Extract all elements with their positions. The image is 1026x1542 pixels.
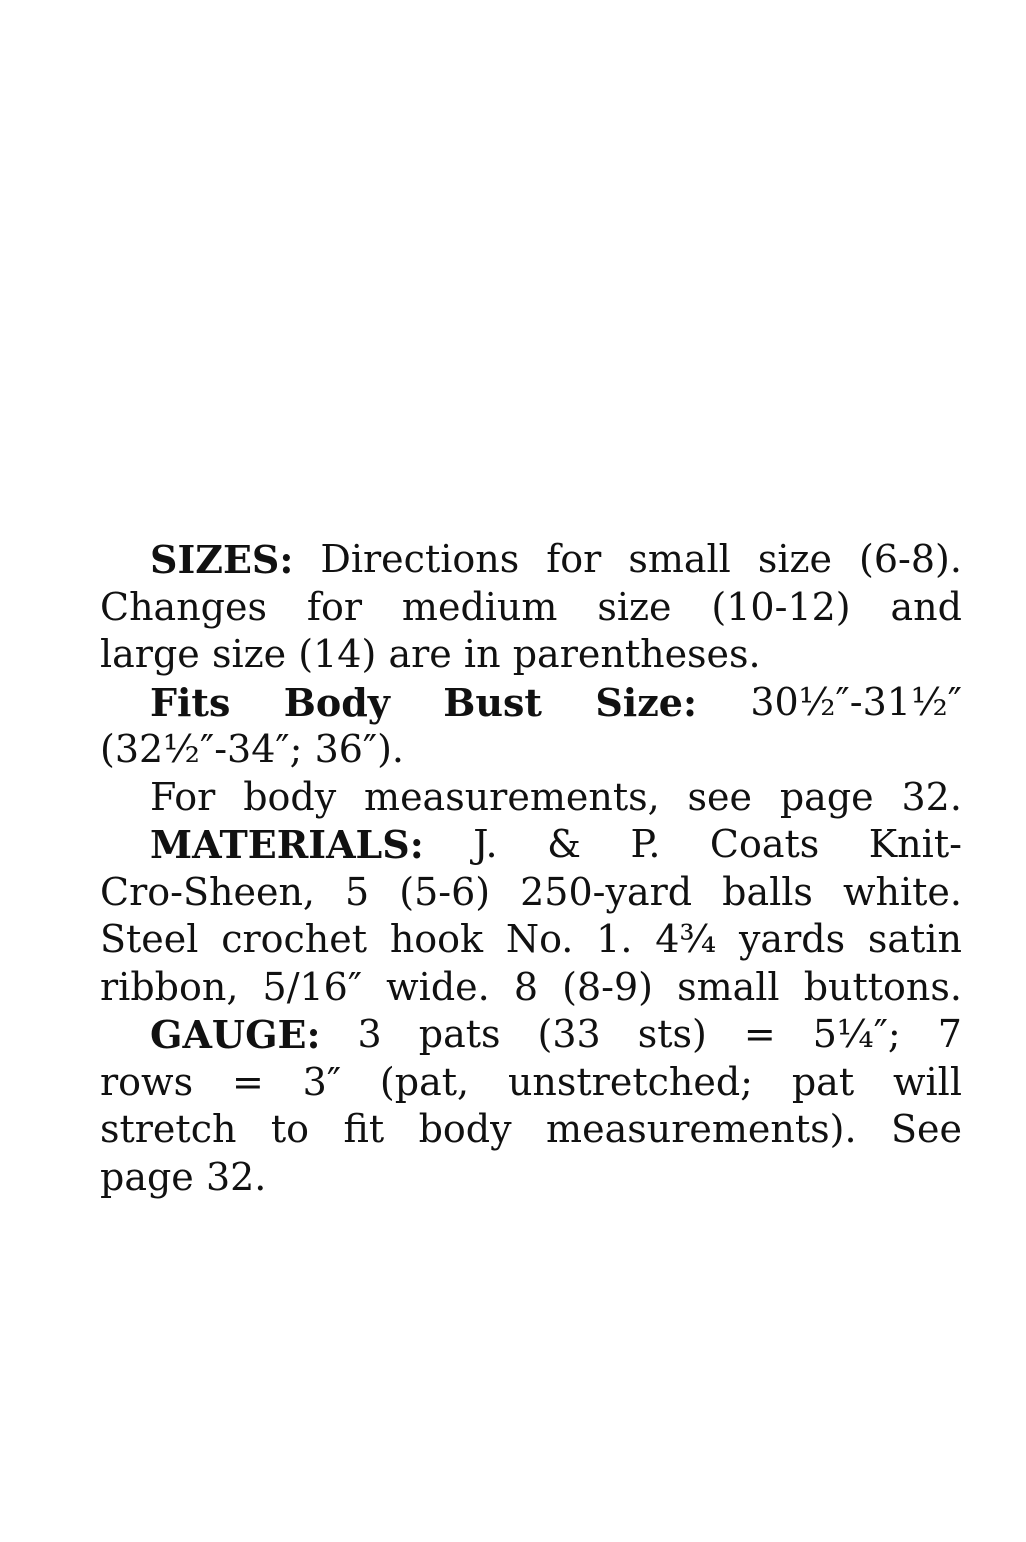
gauge-line-3 xyxy=(100,1106,962,1154)
sizes-line-3 xyxy=(100,631,962,679)
word: 5/16″ xyxy=(262,964,363,1009)
word: size xyxy=(597,584,672,629)
word: yards xyxy=(738,917,846,961)
word: body xyxy=(418,1107,512,1151)
fits-heading-word: Body xyxy=(283,679,390,725)
word: See xyxy=(890,1107,962,1151)
word: hook xyxy=(389,917,484,961)
word: page xyxy=(779,774,874,819)
fits-heading-word: Bust xyxy=(443,679,542,725)
word: and xyxy=(890,584,962,629)
fits-line-2 xyxy=(100,726,962,774)
word: Cro-Sheen, xyxy=(100,869,315,914)
word: page xyxy=(100,1154,194,1199)
word: crochet xyxy=(221,917,368,961)
word: Coats xyxy=(709,822,820,866)
word: rows xyxy=(100,1059,194,1104)
word: (33 xyxy=(537,1012,601,1056)
word: = xyxy=(743,1012,776,1056)
gauge-line-1 xyxy=(100,1011,962,1059)
word: small xyxy=(677,964,780,1009)
word: = xyxy=(231,1059,264,1104)
word: medium xyxy=(401,584,558,629)
word: (10-12) xyxy=(711,584,851,629)
word: sts) xyxy=(637,1012,707,1056)
word: body xyxy=(243,774,337,819)
word: parentheses. xyxy=(512,632,761,676)
materials-line-2 xyxy=(100,869,962,917)
word: 32. xyxy=(901,774,962,819)
word: size xyxy=(211,632,287,676)
word: (pat, xyxy=(379,1059,470,1104)
word: 7 xyxy=(937,1012,962,1056)
word: 32. xyxy=(205,1154,267,1199)
word: 1. xyxy=(596,917,633,961)
word: in xyxy=(463,632,501,676)
word: will xyxy=(892,1059,962,1104)
word: 250-yard xyxy=(520,869,693,914)
word: pats xyxy=(418,1012,501,1056)
word: Steel xyxy=(100,917,199,961)
gauge-line-4 xyxy=(100,1154,962,1202)
word: pat xyxy=(791,1059,855,1104)
word: measurements, xyxy=(364,774,660,819)
word: to xyxy=(270,1107,310,1151)
materials-line-4 xyxy=(100,964,962,1012)
word: are xyxy=(388,632,452,676)
word: unstretched; xyxy=(507,1059,753,1104)
word: for xyxy=(306,584,363,629)
word: ribbon, xyxy=(100,964,239,1009)
word: (32½″-34″; xyxy=(100,727,303,771)
measurements-line-1 xyxy=(100,774,962,822)
word: (8-9) xyxy=(562,964,653,1009)
fits-heading-word: Fits xyxy=(150,679,231,725)
word: Knit- xyxy=(868,822,962,866)
word: balls xyxy=(722,869,813,914)
word: small xyxy=(628,537,731,581)
word: (5-6) xyxy=(399,869,491,914)
sizes-line-2 xyxy=(100,584,962,632)
word: satin xyxy=(867,917,962,961)
word: (14) xyxy=(298,632,377,676)
word: & xyxy=(547,822,581,866)
gauge-heading: GAUGE: xyxy=(150,1012,321,1057)
word: Directions xyxy=(320,537,520,581)
word: buttons. xyxy=(803,964,962,1009)
word: 4¾ xyxy=(655,917,717,961)
materials-line-1 xyxy=(100,821,962,869)
word: white. xyxy=(842,869,962,914)
word: P. xyxy=(630,822,661,866)
word: Changes xyxy=(100,584,267,629)
word: fit xyxy=(343,1107,385,1151)
word: size xyxy=(757,537,833,581)
fits-line-1 xyxy=(100,679,962,727)
materials-line-3 xyxy=(100,916,962,964)
word: 36″). xyxy=(314,727,405,771)
word: see xyxy=(687,774,753,819)
word: wide. xyxy=(386,964,490,1009)
pattern-instructions xyxy=(100,536,962,1201)
word: 8 xyxy=(513,964,539,1009)
word: for xyxy=(546,537,602,581)
word: stretch xyxy=(100,1107,237,1151)
word: measurements). xyxy=(546,1107,857,1151)
gauge-line-2 xyxy=(100,1059,962,1107)
fits-heading-word: Size: xyxy=(595,679,697,725)
sizes-heading: SIZES: xyxy=(150,537,294,582)
word: 5¼″; xyxy=(812,1012,901,1056)
word: 5 xyxy=(345,869,370,914)
word: 3 xyxy=(357,1012,382,1056)
word: For xyxy=(150,774,216,819)
word: large xyxy=(100,632,200,676)
word: (6-8). xyxy=(859,537,962,581)
sizes-line-1 xyxy=(100,536,962,584)
word: 30½″-31½″ xyxy=(750,679,962,724)
word: J. xyxy=(473,822,498,866)
word: No. xyxy=(505,917,574,961)
word: 3″ xyxy=(302,1059,342,1104)
materials-heading: MATERIALS: xyxy=(150,822,424,867)
